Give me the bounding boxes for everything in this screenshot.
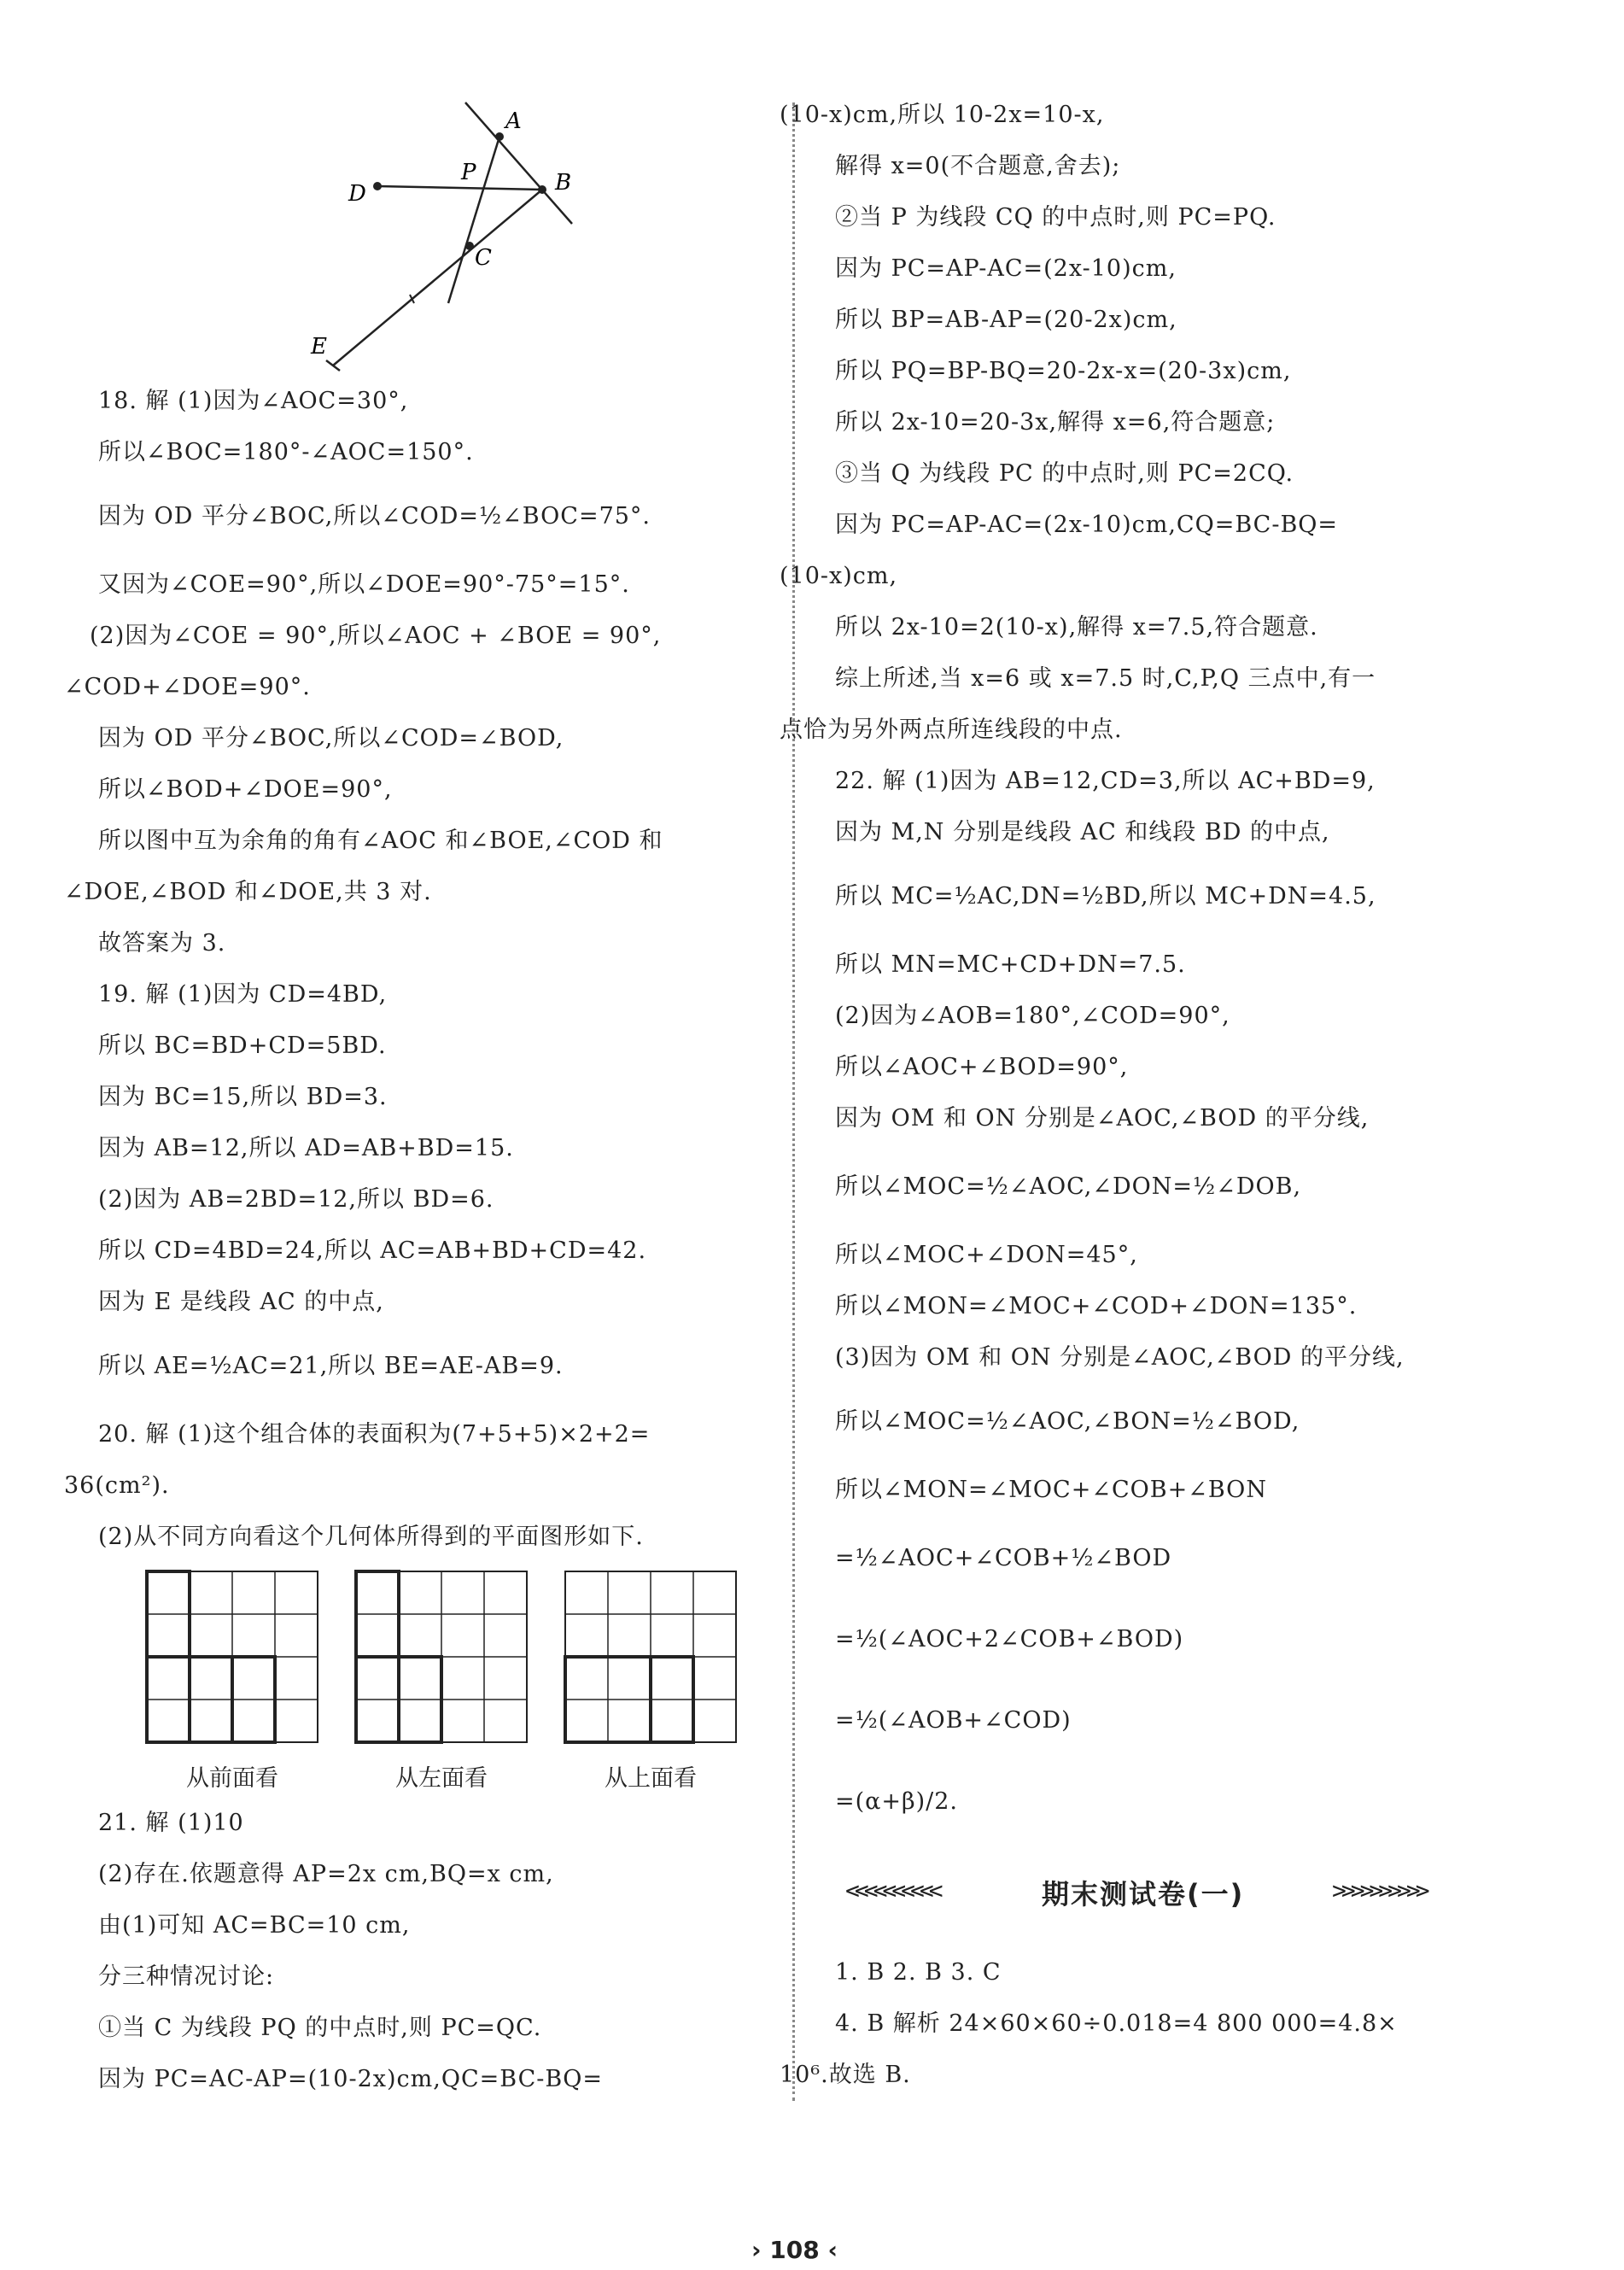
text-line: 10⁶.故选 B.: [780, 2062, 911, 2088]
text-line: 所以 2x-10=20-3x,解得 x=6,符合题意;: [835, 409, 1276, 436]
left-view-grid: [356, 1571, 527, 1742]
label-b: B: [555, 170, 572, 196]
text-line: (2)因为∠AOB=180°,∠COD=90°,: [835, 1003, 1230, 1029]
text-line: 所以∠MOC=½∠AOC,∠BON=½∠BOD,: [835, 1408, 1300, 1435]
text-line: ①当 C 为线段 PQ 的中点时,则 PC=QC.: [98, 2015, 542, 2041]
text-line: 因为 BC=15,所以 BD=3.: [98, 1084, 388, 1110]
front-view-grid: [147, 1571, 318, 1742]
text-line: 因为 OD 平分∠BOC,所以∠COD=∠BOD,: [98, 725, 564, 752]
label-e: E: [311, 334, 327, 360]
text-line: (3)因为 OM 和 ON 分别是∠AOC,∠BOD 的平分线,: [835, 1344, 1405, 1371]
page-number: [751, 2236, 838, 2264]
text-line: 所以 BP=AB-AP=(20-2x)cm,: [835, 307, 1177, 333]
text-line: (2)存在.依题意得 AP=2x cm,BQ=x cm,: [98, 1861, 554, 1887]
text-line: 所以 MC=½AC,DN=½BD,所以 MC+DN=4.5,: [835, 883, 1376, 910]
text-line: 36(cm²).: [64, 1472, 170, 1499]
top-view-grid: [565, 1571, 736, 1742]
text-line: 1. B 2. B 3. C: [835, 1959, 1002, 1986]
text-line: 所以∠MOC+∠DON=45°,: [835, 1242, 1138, 1268]
text-line: ③当 Q 为线段 PC 的中点时,则 PC=2CQ.: [835, 460, 1294, 487]
text-line: 所以∠MOC=½∠AOC,∠DON=½∠DOB,: [835, 1173, 1302, 1200]
text-line: =(α+β)/2.: [835, 1788, 959, 1815]
label-c: C: [475, 245, 492, 271]
text-line: 所以 2x-10=2(10-x),解得 x=7.5,符合题意.: [835, 614, 1318, 641]
view-label-left: 从左面看: [395, 1765, 488, 1792]
text-line: 综上所述,当 x=6 或 x=7.5 时,C,P,Q 三点中,有一: [835, 665, 1376, 692]
text-line: 解得 x=0(不合题意,舍去);: [835, 153, 1121, 179]
text-line: (10-x)cm,所以 10-2x=10-x,: [780, 102, 1105, 128]
text-line: (2)从不同方向看这个几何体所得到的平面图形如下.: [98, 1524, 644, 1550]
text-line: 所以∠MON=∠MOC+∠COD+∠DON=135°.: [835, 1293, 1358, 1319]
text-line: ②当 P 为线段 CQ 的中点时,则 PC=PQ.: [835, 204, 1276, 231]
text-line: 所以 PQ=BP-BQ=20-2x-x=(20-3x)cm,: [835, 358, 1292, 384]
text-line: =½∠AOC+∠COB+½∠BOD: [835, 1545, 1172, 1571]
text-line: 4. B 解析 24×60×60÷0.018=4 800 000=4.8×: [835, 2010, 1398, 2037]
text-line: =½(∠AOB+∠COD): [835, 1707, 1072, 1734]
text-line: 所以 AE=½AC=21,所以 BE=AE-AB=9.: [98, 1353, 564, 1379]
text-line: 故答案为 3.: [98, 930, 226, 957]
view-label-front: 从前面看: [186, 1765, 278, 1792]
label-a: A: [505, 108, 522, 134]
chevron-right-icon: ›: [751, 2236, 762, 2264]
text-line: 所以 CD=4BD=24,所以 AC=AB+BD+CD=42.: [98, 1237, 647, 1264]
section-title: 期末测试卷(一): [1042, 1878, 1245, 1910]
text-line: (2)因为∠COE = 90°,所以∠AOC + ∠BOE = 90°,: [90, 623, 662, 649]
view-label-top: 从上面看: [605, 1765, 697, 1792]
text-line: 又因为∠COE=90°,所以∠DOE=90°-75°=15°.: [98, 571, 630, 598]
text-line: 因为 PC=AC-AP=(10-2x)cm,QC=BC-BQ=: [98, 2066, 603, 2092]
text-line: 所以∠AOC+∠BOD=90°,: [835, 1054, 1129, 1080]
text-line: ∠COD+∠DOE=90°.: [64, 674, 311, 700]
text-line: 18. 解 (1)因为∠AOC=30°,: [98, 388, 409, 414]
text-line: 因为 E 是线段 AC 的中点,: [98, 1289, 384, 1315]
text-line: 22. 解 (1)因为 AB=12,CD=3,所以 AC+BD=9,: [835, 768, 1376, 794]
text-line: (2)因为 AB=2BD=12,所以 BD=6.: [98, 1186, 494, 1213]
text-line: 所以 MN=MC+CD+DN=7.5.: [835, 951, 1186, 978]
text-line: 所以∠MON=∠MOC+∠COB+∠BON: [835, 1477, 1267, 1503]
text-line: 因为 OM 和 ON 分别是∠AOC,∠BOD 的平分线,: [835, 1105, 1370, 1132]
text-line: 20. 解 (1)这个组合体的表面积为(7+5+5)×2+2=: [98, 1421, 651, 1448]
line-db: [377, 186, 542, 190]
line-eb: [333, 190, 542, 366]
text-line: 因为 AB=12,所以 AD=AB+BD=15.: [98, 1135, 514, 1161]
text-line: (10-x)cm,: [780, 563, 898, 589]
section-banner: [845, 1866, 1477, 1917]
geometry-figure: [307, 94, 589, 376]
text-line: 因为 OD 平分∠BOC,所以∠COD=½∠BOC=75°.: [98, 503, 651, 529]
text-line: 分三种情况讨论:: [98, 1963, 275, 1990]
text-line: 所以∠BOD+∠DOE=90°,: [98, 776, 393, 803]
text-line: ∠DOE,∠BOD 和∠DOE,共 3 对.: [64, 879, 432, 905]
text-line: 所以图中互为余角的角有∠AOC 和∠BOE,∠COD 和: [98, 828, 663, 854]
text-line: 所以∠BOC=180°-∠AOC=150°.: [98, 439, 474, 465]
text-line: 因为 PC=AP-AC=(2x-10)cm,CQ=BC-BQ=: [835, 512, 1339, 538]
text-line: 点恰为另外两点所连线段的中点.: [780, 717, 1123, 743]
banner-left-arrows: <<<<<<<<<<: [845, 1876, 938, 1904]
text-line: 因为 PC=AP-AC=(2x-10)cm,: [835, 255, 1177, 282]
text-line: 由(1)可知 AC=BC=10 cm,: [98, 1912, 411, 1939]
text-line: 所以 BC=BD+CD=5BD.: [98, 1033, 387, 1059]
text-line: =½(∠AOC+2∠COB+∠BOD): [835, 1626, 1184, 1653]
chevron-left-icon: ‹: [827, 2236, 838, 2264]
label-d: D: [348, 181, 366, 207]
text-line: 21. 解 (1)10: [98, 1810, 244, 1836]
three-views-figure: [145, 1570, 743, 1749]
column-divider: [792, 102, 795, 2101]
page-number-text: 108: [769, 2236, 820, 2264]
banner-right-arrows: >>>>>>>>>>: [1332, 1876, 1425, 1904]
label-p: P: [461, 160, 476, 185]
text-line: 19. 解 (1)因为 CD=4BD,: [98, 981, 388, 1008]
text-line: 因为 M,N 分别是线段 AC 和线段 BD 的中点,: [835, 819, 1330, 845]
